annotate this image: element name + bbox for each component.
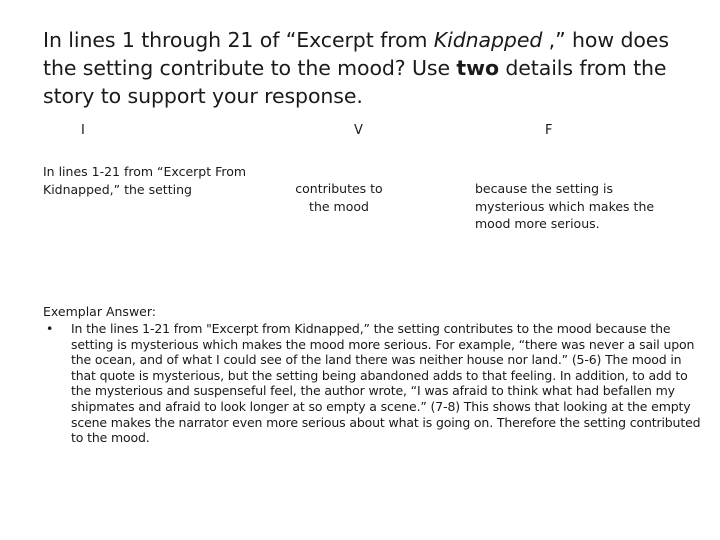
column-text-v: contributes to the mood xyxy=(295,181,383,214)
question-text-part2: ,” how does the setting contribute to the mood? Use xyxy=(43,28,669,80)
question-text-part1: In lines 1 through 21 of “Excerpt from xyxy=(43,28,434,52)
column-text-f: because the setting is mysterious which makes the mood more serious. xyxy=(475,181,655,231)
column-heading-i: I xyxy=(81,123,85,138)
question-prompt xyxy=(43,26,703,110)
exemplar-label: Exemplar Answer: xyxy=(43,304,156,319)
column-heading-v: V xyxy=(354,123,363,138)
question-text-part3: details from the story to support your response. xyxy=(43,56,667,108)
question-title-italic: Kidnapped xyxy=(433,28,543,52)
column-text-i: In lines 1-21 from “Excerpt From Kidnapped,” the setting xyxy=(43,164,247,197)
question-bold-word: two xyxy=(456,56,499,80)
exemplar-answer-text: In the lines 1-21 from "Excerpt from Kidnapped,” the setting contributes to the mood because the setting is mysterious which makes the mood more serious. For example, “there was never a sail upon the ocean, and of what I could see of the land there was neither house nor land.” (5-6) The mood in that quote is mysterious, but the setting being abandoned adds to that feeling. In addition, to add to the mysterious and suspenseful feel, the author wrote, “I was afraid to think what had befallen my shipmates and afraid to look longer at so empty a scene.” (7-8) This shows that looking at the empty scene makes the narrator even more serious about what is going on. Therefore the setting contributed to the mood. xyxy=(71,321,701,446)
column-heading-f: F xyxy=(545,123,553,138)
exemplar-bullet: • xyxy=(46,321,54,336)
